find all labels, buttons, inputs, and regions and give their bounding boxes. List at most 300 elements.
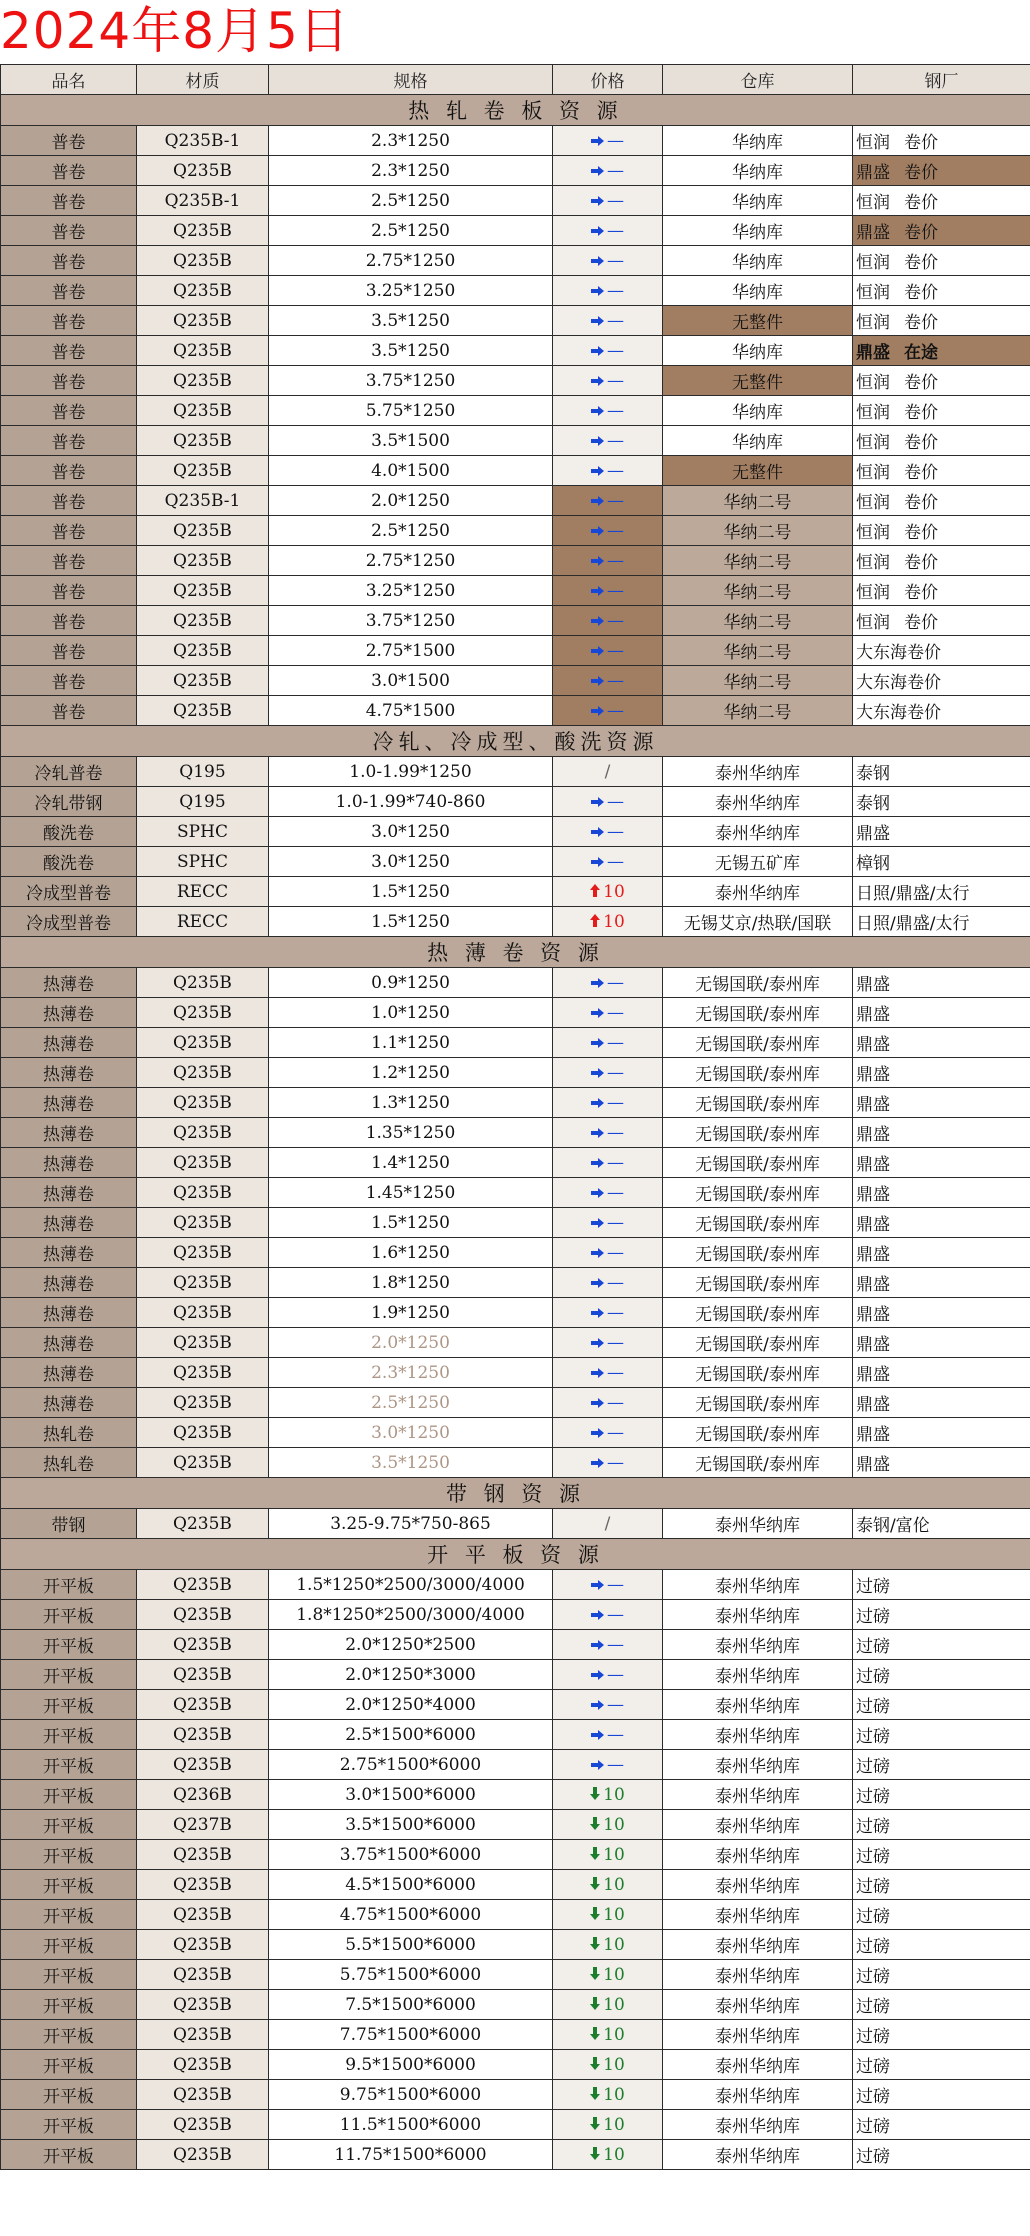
right-arrow-icon (591, 311, 604, 331)
spec-cell: 2.0*1250*2500 (269, 1630, 553, 1660)
spec-cell: 5.5*1500*6000 (269, 1930, 553, 1960)
mill-name: 过磅 (856, 2027, 890, 2047)
table-row (1, 186, 1030, 216)
spec-cell: 9.75*1500*6000 (269, 2080, 553, 2110)
warehouse-cell: 华纳库 (663, 396, 853, 426)
spec-cell: 2.5*1250 (269, 1388, 553, 1418)
price-change-value: — (607, 1092, 624, 1113)
table-row (1, 1268, 1030, 1298)
price-slash: / (604, 761, 611, 782)
mill-cell (853, 1900, 1030, 1930)
material-cell: Q235B (137, 1750, 269, 1780)
down-arrow-icon (590, 1875, 600, 1895)
price-change-value: 10 (603, 881, 625, 902)
mill-cell (853, 1208, 1030, 1238)
warehouse-cell: 无锡国联/泰州库 (663, 1028, 853, 1058)
right-arrow-icon (591, 371, 604, 391)
price-slash: / (604, 1513, 611, 1534)
product-name-cell: 冷成型普卷 (1, 877, 137, 907)
mill-cell (853, 1780, 1030, 1810)
spec-cell: 1.0*1250 (269, 998, 553, 1028)
mill-cell (853, 1178, 1030, 1208)
right-arrow-icon (591, 1093, 604, 1113)
price-change-value: — (607, 1604, 624, 1625)
spec-cell: 1.5*1250 (269, 1208, 553, 1238)
mill-name: 恒润 (856, 583, 890, 603)
mill-note: 卷价 (904, 493, 938, 513)
mill-name: 恒润 (856, 193, 890, 213)
mill-cell (853, 366, 1030, 396)
price-cell (553, 877, 663, 907)
product-name-cell: 开平板 (1, 1780, 137, 1810)
table-row (1, 126, 1030, 156)
table-row (1, 2050, 1030, 2080)
price-change-value: — (607, 250, 624, 271)
mill-cell (853, 877, 1030, 907)
table-row (1, 336, 1030, 366)
price-table-body (1, 65, 1030, 2170)
mill-cell (853, 1840, 1030, 1870)
spec-cell: 3.75*1250 (269, 606, 553, 636)
price-cell (553, 606, 663, 636)
right-arrow-icon (591, 1183, 604, 1203)
up-arrow-icon (590, 882, 600, 902)
spec-cell: 5.75*1500*6000 (269, 1960, 553, 1990)
product-name-cell: 开平板 (1, 1870, 137, 1900)
product-name-cell: 普卷 (1, 216, 137, 246)
mill-name: 鼎盛 (856, 1215, 890, 1235)
right-arrow-icon (591, 401, 604, 421)
product-name-cell: 开平板 (1, 2080, 137, 2110)
mill-name: 恒润 (856, 373, 890, 393)
material-cell: Q235B (137, 1600, 269, 1630)
mill-name: 过磅 (856, 1637, 890, 1657)
right-arrow-icon (591, 1273, 604, 1293)
product-name-cell: 热薄卷 (1, 1358, 137, 1388)
mill-note: 卷价 (904, 283, 938, 303)
price-cell (553, 2140, 663, 2170)
price-change-value: 10 (603, 911, 625, 932)
mill-note: 卷价 (904, 463, 938, 483)
spec-cell: 1.1*1250 (269, 1028, 553, 1058)
price-cell (553, 757, 663, 787)
warehouse-cell: 华纳二号 (663, 486, 853, 516)
spec-cell: 9.5*1500*6000 (269, 2050, 553, 2080)
product-name-cell: 普卷 (1, 306, 137, 336)
price-cell (553, 696, 663, 726)
spec-cell: 1.8*1250*2500/3000/4000 (269, 1600, 553, 1630)
material-cell: Q235B (137, 1960, 269, 1990)
warehouse-cell: 泰州华纳库 (663, 877, 853, 907)
down-arrow-icon (590, 2145, 600, 2165)
warehouse-cell: 无整件 (663, 456, 853, 486)
material-cell: Q235B (137, 1208, 269, 1238)
mill-name: 泰钢 (856, 794, 890, 814)
material-cell: Q235B (137, 1870, 269, 1900)
price-change-value: 10 (603, 1784, 625, 1805)
price-change-value: — (607, 160, 624, 181)
mill-name: 过磅 (856, 1577, 890, 1597)
price-cell (553, 2050, 663, 2080)
table-row (1, 636, 1030, 666)
product-name-cell: 普卷 (1, 516, 137, 546)
mill-cell (853, 1028, 1030, 1058)
mill-cell (853, 1570, 1030, 1600)
spec-cell: 4.75*1500 (269, 696, 553, 726)
mill-cell (853, 1930, 1030, 1960)
material-cell: Q237B (137, 1810, 269, 1840)
mill-cell (853, 546, 1030, 576)
product-name-cell: 热薄卷 (1, 1328, 137, 1358)
material-cell: Q235B (137, 636, 269, 666)
mill-name: 鼎盛 (856, 1275, 890, 1295)
table-row (1, 1028, 1030, 1058)
spec-cell: 2.0*1250 (269, 1328, 553, 1358)
price-change-value: — (607, 490, 624, 511)
down-arrow-icon (590, 1935, 600, 1955)
product-name-cell: 热薄卷 (1, 1298, 137, 1328)
mill-name: 大东海 (856, 703, 907, 723)
warehouse-cell: 华纳库 (663, 336, 853, 366)
material-cell: Q235B (137, 2050, 269, 2080)
mill-name: 鼎盛 (856, 1095, 890, 1115)
warehouse-cell: 无锡国联/泰州库 (663, 1388, 853, 1418)
product-name-cell: 热薄卷 (1, 1238, 137, 1268)
price-change-value: — (607, 1634, 624, 1655)
section-header (1, 726, 1030, 757)
price-cell (553, 156, 663, 186)
warehouse-cell: 无锡国联/泰州库 (663, 1148, 853, 1178)
material-cell: Q235B (137, 2020, 269, 2050)
warehouse-cell: 无锡国联/泰州库 (663, 1118, 853, 1148)
spec-cell: 1.8*1250 (269, 1268, 553, 1298)
spec-cell: 2.0*1250*3000 (269, 1660, 553, 1690)
right-arrow-icon (591, 1665, 604, 1685)
section-header (1, 1478, 1030, 1509)
material-cell: Q235B (137, 1930, 269, 1960)
price-change-value: — (607, 520, 624, 541)
material-cell: Q235B-1 (137, 126, 269, 156)
spec-cell: 3.0*1250 (269, 847, 553, 877)
mill-cell (853, 1148, 1030, 1178)
warehouse-cell: 华纳库 (663, 126, 853, 156)
price-cell (553, 1178, 663, 1208)
price-change-value: — (607, 460, 624, 481)
right-arrow-icon (591, 1063, 604, 1083)
mill-cell (853, 426, 1030, 456)
warehouse-cell: 华纳二号 (663, 666, 853, 696)
mill-cell (853, 2110, 1030, 2140)
price-cell (553, 817, 663, 847)
table-row (1, 1148, 1030, 1178)
mill-cell (853, 156, 1030, 186)
table-row (1, 1418, 1030, 1448)
material-cell: Q195 (137, 787, 269, 817)
right-arrow-icon (591, 191, 604, 211)
price-cell (553, 1298, 663, 1328)
spec-cell: 1.4*1250 (269, 1148, 553, 1178)
warehouse-cell: 华纳二号 (663, 576, 853, 606)
spec-cell: 11.5*1500*6000 (269, 2110, 553, 2140)
mill-name: 鼎盛 (856, 1125, 890, 1145)
right-arrow-icon (591, 1635, 604, 1655)
table-row (1, 2020, 1030, 2050)
spec-cell: 0.9*1250 (269, 968, 553, 998)
warehouse-cell: 华纳库 (663, 246, 853, 276)
price-cell (553, 576, 663, 606)
material-cell: Q235B (137, 998, 269, 1028)
table-row (1, 817, 1030, 847)
spec-cell: 1.5*1250 (269, 907, 553, 937)
mill-cell (853, 757, 1030, 787)
table-row (1, 1870, 1030, 1900)
price-cell (553, 1600, 663, 1630)
warehouse-cell: 泰州华纳库 (663, 2080, 853, 2110)
header-mill: 钢厂 (853, 65, 1030, 95)
product-name-cell: 冷成型普卷 (1, 907, 137, 937)
product-name-cell: 普卷 (1, 276, 137, 306)
spec-cell: 3.75*1250 (269, 366, 553, 396)
warehouse-cell: 无锡国联/泰州库 (663, 1088, 853, 1118)
product-name-cell: 普卷 (1, 576, 137, 606)
material-cell: Q235B (137, 696, 269, 726)
price-change-value: — (607, 280, 624, 301)
mill-cell (853, 1600, 1030, 1630)
mill-cell (853, 1238, 1030, 1268)
price-cell (553, 1028, 663, 1058)
price-cell (553, 456, 663, 486)
spec-cell: 7.75*1500*6000 (269, 2020, 553, 2050)
spec-cell: 3.25*1250 (269, 276, 553, 306)
spec-cell: 11.75*1500*6000 (269, 2140, 553, 2170)
mill-cell (853, 126, 1030, 156)
mill-cell (853, 696, 1030, 726)
price-cell (553, 1900, 663, 1930)
material-cell: Q235B (137, 1058, 269, 1088)
price-change-value: — (607, 580, 624, 601)
table-row (1, 968, 1030, 998)
mill-name: 泰钢 (856, 764, 890, 784)
mill-cell (853, 666, 1030, 696)
mill-name: 过磅 (856, 1727, 890, 1747)
mill-name: 过磅 (856, 2087, 890, 2107)
table-row (1, 787, 1030, 817)
table-row (1, 1750, 1030, 1780)
mill-note: 卷价 (907, 703, 941, 723)
warehouse-cell: 泰州华纳库 (663, 1600, 853, 1630)
price-cell (553, 306, 663, 336)
right-arrow-icon (591, 131, 604, 151)
price-cell (553, 847, 663, 877)
product-name-cell: 开平板 (1, 1630, 137, 1660)
price-change-value: 10 (603, 1934, 625, 1955)
table-row (1, 696, 1030, 726)
warehouse-cell: 华纳二号 (663, 696, 853, 726)
right-arrow-icon (591, 641, 604, 661)
right-arrow-icon (591, 521, 604, 541)
mill-name: 过磅 (856, 1907, 890, 1927)
right-arrow-icon (591, 431, 604, 451)
table-row (1, 877, 1030, 907)
price-table (0, 64, 1030, 2170)
spec-cell: 2.75*1500*6000 (269, 1750, 553, 1780)
mill-cell (853, 186, 1030, 216)
header-name: 品名 (1, 65, 137, 95)
price-cell (553, 216, 663, 246)
section-header (1, 95, 1030, 126)
mill-name: 过磅 (856, 1697, 890, 1717)
product-name-cell: 热薄卷 (1, 998, 137, 1028)
warehouse-cell: 泰州华纳库 (663, 817, 853, 847)
price-cell (553, 998, 663, 1028)
spec-cell: 1.45*1250 (269, 1178, 553, 1208)
price-cell (553, 787, 663, 817)
right-arrow-icon (591, 1033, 604, 1053)
warehouse-cell: 泰州华纳库 (663, 2020, 853, 2050)
mill-name: 鼎盛 (856, 1365, 890, 1385)
spec-cell: 2.0*1250 (269, 486, 553, 516)
warehouse-cell: 无锡国联/泰州库 (663, 1268, 853, 1298)
spec-cell: 2.3*1250 (269, 156, 553, 186)
price-cell (553, 1720, 663, 1750)
mill-cell (853, 2050, 1030, 2080)
product-name-cell: 普卷 (1, 456, 137, 486)
price-cell (553, 186, 663, 216)
material-cell: Q235B (137, 1690, 269, 1720)
table-row (1, 1238, 1030, 1268)
mill-name: 鼎盛 (856, 1185, 890, 1205)
right-arrow-icon (591, 1213, 604, 1233)
table-row (1, 276, 1030, 306)
mill-cell (853, 787, 1030, 817)
product-name-cell: 开平板 (1, 1690, 137, 1720)
mill-note: 卷价 (904, 193, 938, 213)
up-arrow-icon (590, 912, 600, 932)
right-arrow-icon (591, 1755, 604, 1775)
warehouse-cell: 无锡国联/泰州库 (663, 1178, 853, 1208)
material-cell: Q235B (137, 606, 269, 636)
price-cell (553, 907, 663, 937)
table-row (1, 847, 1030, 877)
price-change-value: — (607, 640, 624, 661)
mill-cell (853, 968, 1030, 998)
table-row (1, 907, 1030, 937)
table-row (1, 1600, 1030, 1630)
warehouse-cell: 华纳二号 (663, 516, 853, 546)
spec-cell: 3.75*1500*6000 (269, 1840, 553, 1870)
material-cell: Q235B (137, 1178, 269, 1208)
product-name-cell: 开平板 (1, 2020, 137, 2050)
material-cell: SPHC (137, 847, 269, 877)
table-row (1, 1328, 1030, 1358)
product-name-cell: 酸洗卷 (1, 817, 137, 847)
warehouse-cell: 无整件 (663, 306, 853, 336)
warehouse-cell: 无锡国联/泰州库 (663, 1328, 853, 1358)
product-name-cell: 冷轧带钢 (1, 787, 137, 817)
price-cell (553, 1810, 663, 1840)
price-change-value: — (607, 1754, 624, 1775)
price-cell (553, 486, 663, 516)
mill-name: 鼎盛 (856, 824, 890, 844)
table-row (1, 1990, 1030, 2020)
price-cell (553, 1930, 663, 1960)
warehouse-cell: 无锡国联/泰州库 (663, 1358, 853, 1388)
header-material: 材质 (137, 65, 269, 95)
right-arrow-icon (591, 852, 604, 872)
mill-name: 过磅 (856, 1877, 890, 1897)
mill-note: 卷价 (907, 643, 941, 663)
mill-name: 恒润 (856, 253, 890, 273)
mill-note: 卷价 (904, 403, 938, 423)
table-row (1, 1960, 1030, 1990)
mill-name: 恒润 (856, 523, 890, 543)
mill-name: 过磅 (856, 2117, 890, 2137)
price-change-value: 10 (603, 1904, 625, 1925)
table-row (1, 1388, 1030, 1418)
product-name-cell: 开平板 (1, 1990, 137, 2020)
material-cell: Q235B-1 (137, 486, 269, 516)
product-name-cell: 开平板 (1, 1720, 137, 1750)
spec-cell: 1.5*1250 (269, 877, 553, 907)
mill-name: 鼎盛 (856, 1335, 890, 1355)
table-row (1, 2140, 1030, 2170)
mill-cell (853, 1298, 1030, 1328)
mill-cell (853, 847, 1030, 877)
mill-cell (853, 817, 1030, 847)
price-cell (553, 968, 663, 998)
mill-cell (853, 456, 1030, 486)
material-cell: Q235B (137, 1028, 269, 1058)
spec-cell: 1.0-1.99*1250 (269, 757, 553, 787)
right-arrow-icon (591, 1695, 604, 1715)
right-arrow-icon (591, 281, 604, 301)
product-name-cell: 普卷 (1, 156, 137, 186)
mill-name: 恒润 (856, 313, 890, 333)
right-arrow-icon (591, 251, 604, 271)
table-row (1, 1660, 1030, 1690)
product-name-cell: 热轧卷 (1, 1448, 137, 1478)
price-change-value: — (607, 370, 624, 391)
section-title: 冷轧、冷成型、酸洗资源 (1, 726, 1030, 757)
material-cell: Q235B (137, 1088, 269, 1118)
material-cell: Q235B (137, 1720, 269, 1750)
price-cell (553, 1630, 663, 1660)
warehouse-cell: 泰州华纳库 (663, 1570, 853, 1600)
price-change-value: — (607, 1302, 624, 1323)
spec-cell: 3.25*1250 (269, 576, 553, 606)
material-cell: Q235B (137, 456, 269, 486)
right-arrow-icon (591, 1123, 604, 1143)
mill-note: 卷价 (904, 613, 938, 633)
table-row (1, 576, 1030, 606)
table-row (1, 1118, 1030, 1148)
mill-cell (853, 1328, 1030, 1358)
warehouse-cell: 华纳库 (663, 216, 853, 246)
right-arrow-icon (591, 1243, 604, 1263)
table-row (1, 1840, 1030, 1870)
right-arrow-icon (591, 1605, 604, 1625)
table-row (1, 1930, 1030, 1960)
mill-note: 卷价 (904, 163, 938, 183)
price-change-value: — (607, 1694, 624, 1715)
product-name-cell: 开平板 (1, 1750, 137, 1780)
material-cell: RECC (137, 877, 269, 907)
material-cell: Q235B (137, 2140, 269, 2170)
material-cell: Q235B (137, 968, 269, 998)
warehouse-cell: 泰州华纳库 (663, 1720, 853, 1750)
table-row (1, 366, 1030, 396)
table-row (1, 1780, 1030, 1810)
